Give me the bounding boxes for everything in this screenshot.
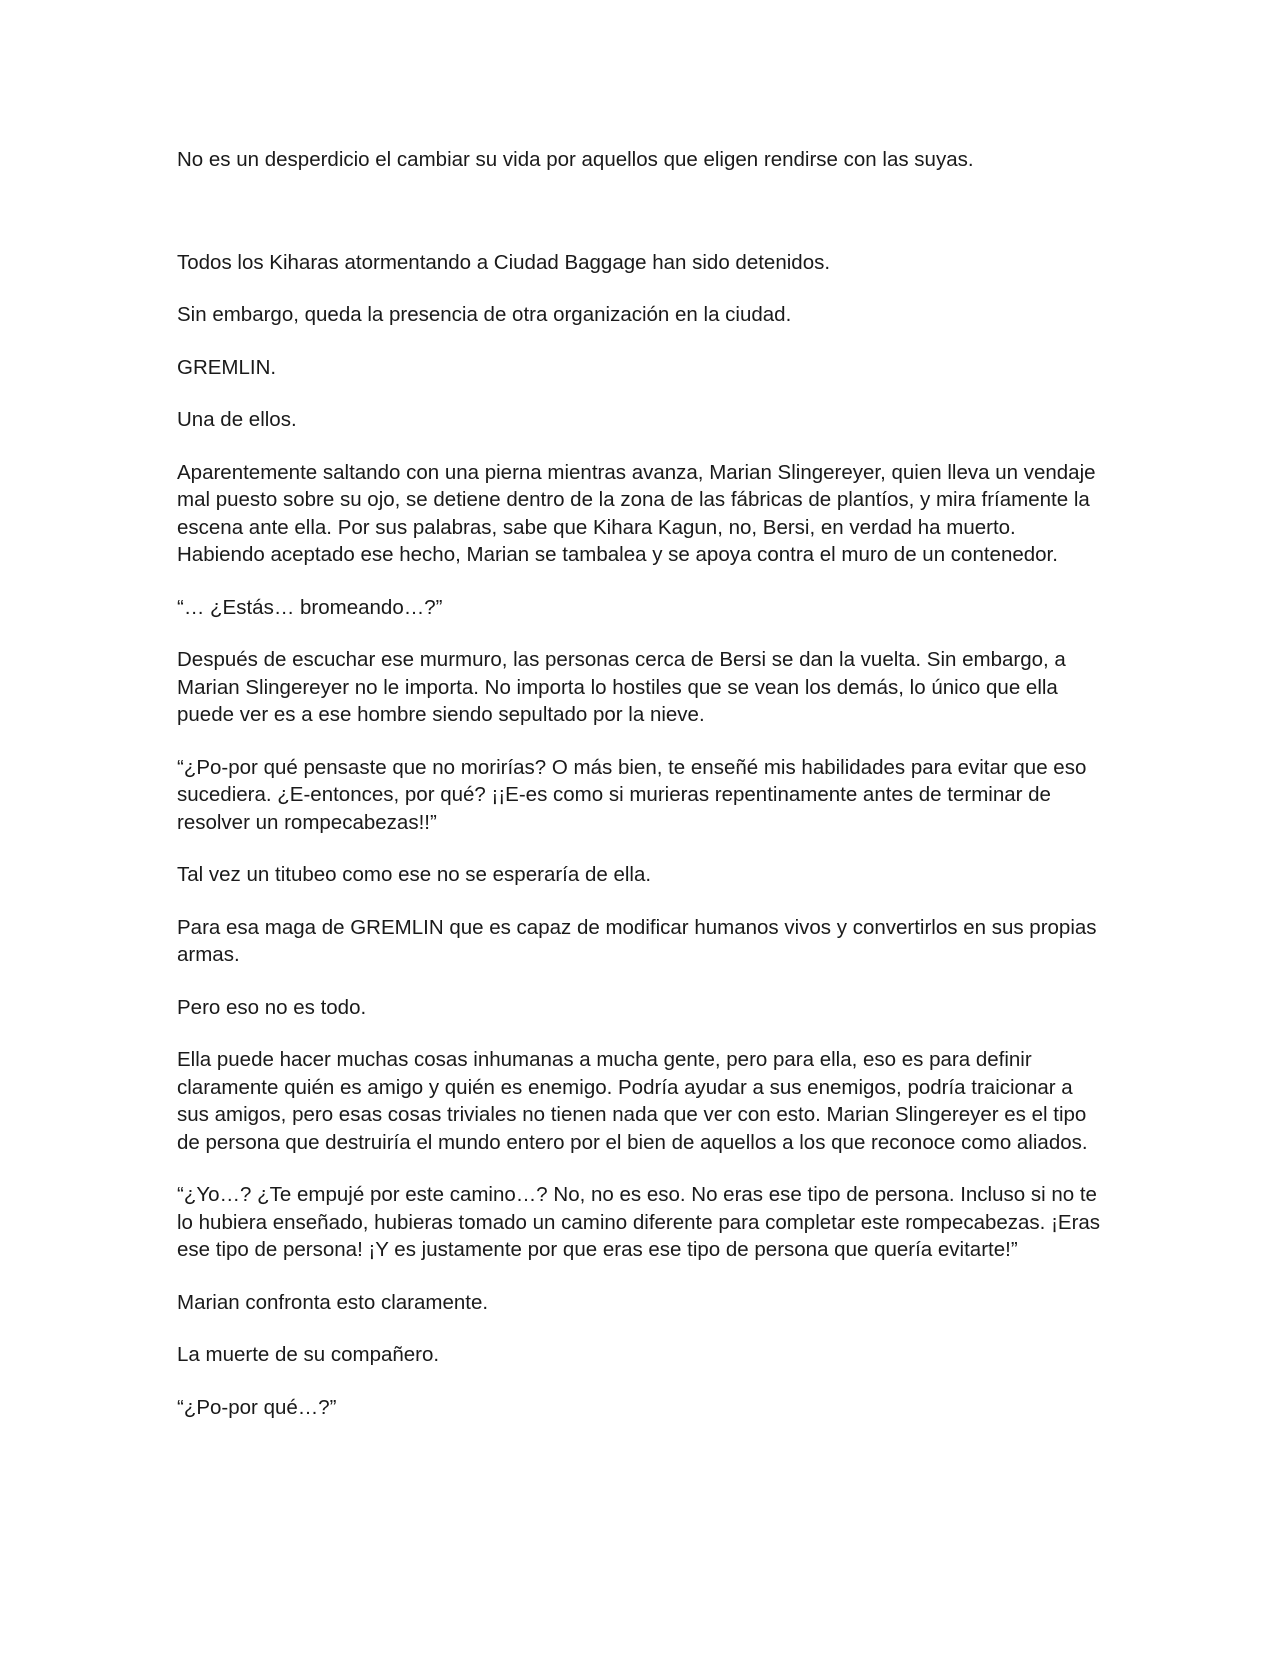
paragraph: Tal vez un titubeo como ese no se esperaría de ella.	[177, 863, 652, 886]
paragraph: Aparentemente saltando con una pierna mientras avanza, Marian Slingereyer, quien lleva un vendaje mal puesto sobre su ojo, se detiene dentro de la zona de las fábricas de plantíos, y mira fríamente la escena ante ella. Por sus palabras, sabe que Kihara Kagun, no, Bersi, en verdad ha muerto. Habiendo aceptado ese hecho, Marian se tambalea y se apoya contra el muro de un contenedor.	[177, 460, 1096, 566]
paragraph: Para esa maga de GREMLIN que es capaz de modificar humanos vivos y convertirlos en sus propias armas.	[177, 915, 1097, 966]
document-body	[177, 146, 1107, 1446]
paragraph: Pero eso no es todo.	[177, 995, 367, 1019]
paragraph: “¿Po-por qué…?”	[177, 1395, 337, 1419]
paragraph: Todos los Kiharas atormentando a Ciudad Baggage han sido detenidos.	[177, 250, 831, 274]
paragraph: “¿Yo…? ¿Te empujé por este camino…? No, no es eso. No eras ese tipo de persona. Incluso si no te lo hubiera enseñado, hubieras tomado un camino diferente para completar este rompecabezas. ¡Eras ese tipo de persona! ¡Y es justamente por que eras ese tipo de persona que quería evitarte!”	[177, 1183, 1101, 1261]
paragraph: La muerte de su compañero.	[177, 1343, 440, 1366]
paragraph: Marian confronta esto claramente.	[177, 1290, 489, 1314]
paragraph: Una de ellos.	[177, 408, 297, 431]
paragraph: GREMLIN.	[177, 355, 277, 379]
paragraph: “… ¿Estás… bromeando…?”	[177, 595, 443, 619]
paragraph: Sin embargo, queda la presencia de otra organización en la ciudad.	[177, 303, 792, 326]
paragraph: Después de escuchar ese murmuro, las personas cerca de Bersi se dan la vuelta. Sin embargo, a Marian Slingereyer no le importa. No importa lo hostiles que se vean los demás, lo único que ella puede ver es a ese hombre siendo sepultado por la nieve.	[177, 648, 1066, 726]
paragraph: “¿Po-por qué pensaste que no morirías? O más bien, te enseñé mis habilidades para evitar que eso sucediera. ¿E-entonces, por qué? ¡¡E-es como si murieras repentinamente antes de terminar de resolver un rompecabezas!!”	[177, 755, 1087, 834]
paragraph: Ella puede hacer muchas cosas inhumanas a mucha gente, pero para ella, eso es para definir claramente quién es amigo y quién es enemigo. Podría ayudar a sus enemigos, podría traicionar a sus amigos, pero esas cosas triviales no tienen nada que ver con esto. Marian Slingereyer es el tipo de persona que destruiría el mundo entero por el bien de aquellos a los que reconoce como aliados.	[177, 1048, 1088, 1154]
paragraph: No es un desperdicio el cambiar su vida por aquellos que eligen rendirse con las suyas.	[177, 148, 974, 171]
